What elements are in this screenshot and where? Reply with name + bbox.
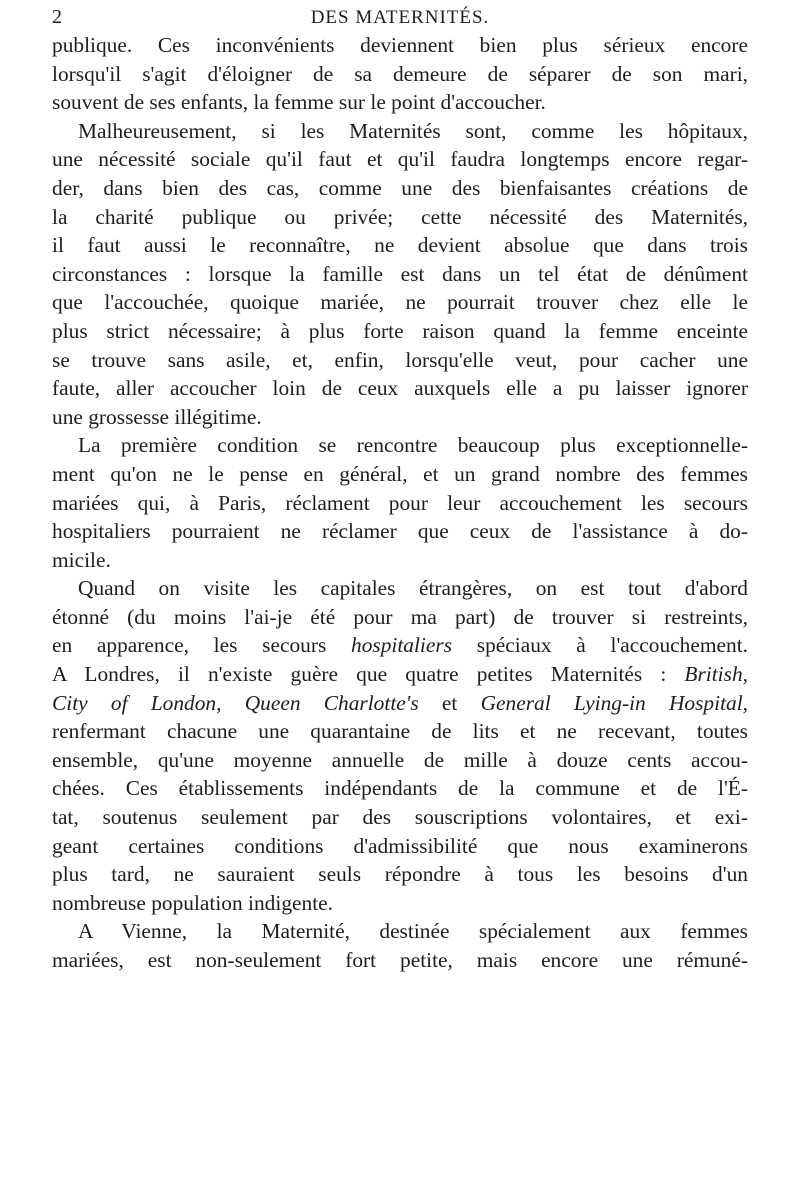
text-line: Quand on visite les capitales étrangères, on est tout d'abord (78, 576, 748, 601)
text-line: mariées, est non-seulement fort petite, mais encore une rémuné- (52, 948, 748, 972)
text-line: A Londres, il n'existe guère que quatre petites Maternités : British, (52, 662, 748, 687)
text-line: mariées qui, à Paris, réclament pour leur accouchement les secours (52, 490, 748, 515)
text-line: Malheureusement, si les Maternités sont, comme les hôpitaux, (78, 118, 748, 143)
page-header (0, 0, 800, 30)
text-line: der, dans bien des cas, comme une des bienfaisantes créations de (52, 175, 748, 200)
running-head: DES MATERNITÉS. (310, 7, 490, 28)
text-line: il faut aussi le reconnaître, ne devient absolue que dans trois (52, 233, 748, 258)
text-line: circonstances : lorsque la famille est dans un tel état de dénûment (52, 261, 748, 286)
text-line: que l'accouchée, quoique mariée, ne pourrait trouver chez elle le (52, 290, 748, 315)
text-line: se trouve sans asile, et, enfin, lorsqu'elle veut, pour cacher une (52, 347, 748, 372)
text-line: City of London, Queen Charlotte's et General Lying-in Hospital, (52, 690, 748, 715)
text-line: une nécessité sociale qu'il faut et qu'il faudra longtemps encore regar- (52, 147, 748, 172)
text-line: A Vienne, la Maternité, destinée spécialement aux femmes (78, 919, 748, 944)
page-number: 2 (52, 6, 62, 28)
text-line: étonné (du moins l'ai-je été pour ma part) de trouver si restreints, (52, 604, 748, 629)
text-line: chées. Ces établissements indépendants de la commune et de l'É- (52, 776, 748, 801)
body-text (52, 31, 748, 975)
text-line: publique. Ces inconvénients deviennent bien plus sérieux encore (52, 33, 748, 57)
text-line: hospitaliers pourraient ne réclamer que ceux de l'assistance à do- (52, 519, 748, 544)
text-line: plus tard, ne sauraient seuls répondre à tous les besoins d'un (52, 862, 748, 887)
text-line: faute, aller accoucher loin de ceux auxquels elle a pu laisser ignorer (52, 376, 748, 401)
text-line: ment qu'on ne le pense en général, et un grand nombre des femmes (52, 461, 748, 486)
text-line: tat, soutenus seulement par des souscriptions volontaires, et exi- (52, 805, 748, 830)
text-line: nombreuse population indigente. (52, 890, 333, 915)
text-line: la charité publique ou privée; cette nécessité des Maternités, (52, 204, 748, 229)
text-line: une grossesse illégitime. (52, 404, 262, 429)
text-line: souvent de ses enfants, la femme sur le point d'accoucher. (52, 90, 546, 115)
text-line: plus strict nécessaire; à plus forte raison quand la femme enceinte (52, 318, 748, 343)
text-line: ensemble, qu'une moyenne annuelle de mille à douze cents accou- (52, 747, 748, 772)
text-line: La première condition se rencontre beaucoup plus exceptionnelle- (78, 433, 748, 458)
text-line: geant certaines conditions d'admissibilité que nous examinerons (52, 833, 748, 858)
text-line: lorsqu'il s'agit d'éloigner de sa demeure de séparer de son mari, (52, 61, 748, 86)
text-line: micile. (52, 547, 111, 572)
text-line: renfermant chacune une quarantaine de lits et ne recevant, toutes (52, 719, 748, 744)
text-line: en apparence, les secours hospitaliers spéciaux à l'accouchement. (52, 633, 748, 658)
